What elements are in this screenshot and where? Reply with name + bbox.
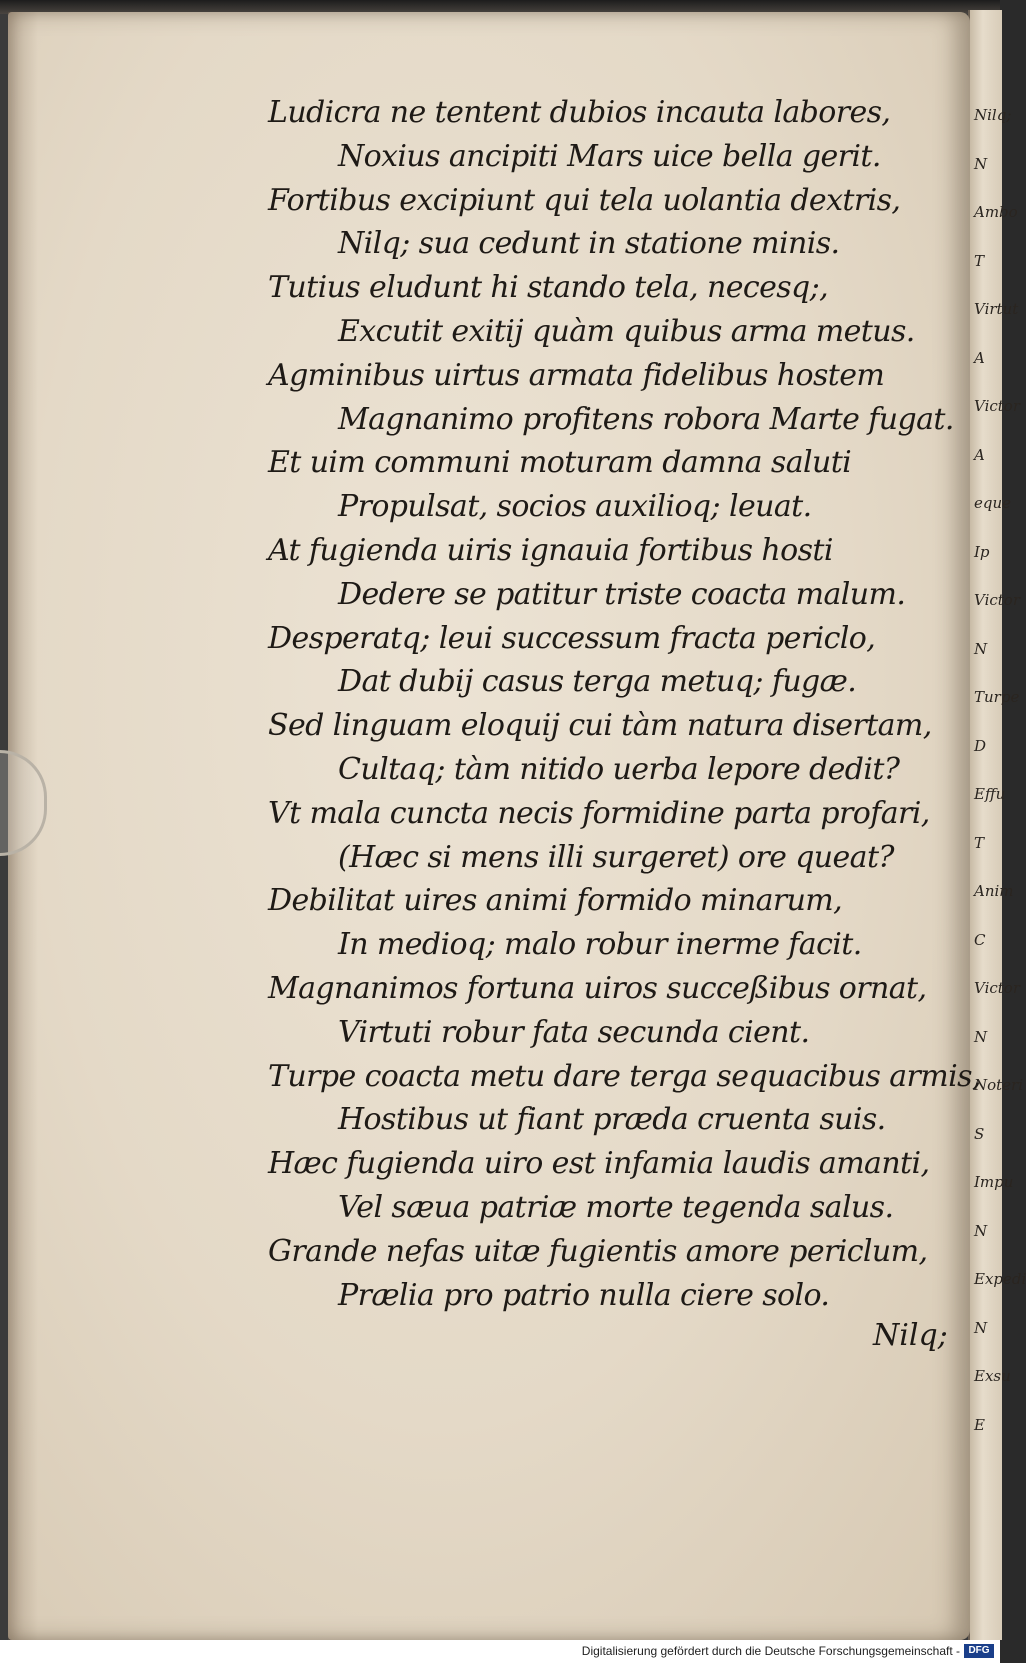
verse-line-pentameter: Cultaq; tàm nitido uerba lepore dedit? bbox=[338, 752, 900, 787]
facing-page-fragment: Anim bbox=[974, 882, 1014, 900]
facing-page-fragment: Noteri bbox=[974, 1076, 1024, 1094]
verse-line-pentameter: Vel sæua patriæ morte tegenda salus. bbox=[338, 1190, 894, 1225]
verse-line-hexameter: Ludicra ne tentent dubios incauta labores, bbox=[268, 95, 891, 130]
facing-page-fragment: N bbox=[974, 1222, 988, 1240]
facing-page-fragment: A bbox=[974, 349, 985, 367]
footer-bar bbox=[0, 1640, 1000, 1663]
facing-page-fragment: Victor bbox=[974, 979, 1020, 997]
verse-line-hexameter: Desperatq; leui successum fracta periclo, bbox=[268, 621, 876, 656]
facing-page-fragment: N bbox=[974, 1319, 988, 1337]
facing-page-fragment: Nilq; bbox=[974, 106, 1012, 124]
verse-line-hexameter: Magnanimos fortuna uiros succeßibus ornat, bbox=[268, 971, 927, 1006]
verse-line-pentameter: Noxius ancipiti Mars uice bella gerit. bbox=[338, 139, 881, 174]
facing-page-fragment: D bbox=[974, 737, 987, 755]
verse-line-pentameter: Virtuti robur fata secunda cient. bbox=[338, 1015, 810, 1050]
verse-line-pentameter: Propulsat, socios auxilioq; leuat. bbox=[338, 489, 812, 524]
facing-page-fragment: Expedi bbox=[974, 1270, 1026, 1288]
verse-line-pentameter: Nilq; sua cedunt in statione minis. bbox=[338, 226, 840, 261]
facing-page-fragment: T bbox=[974, 252, 985, 270]
verse-line-hexameter: Vt mala cuncta necis formidine parta profari, bbox=[268, 796, 930, 831]
verse-line-hexameter: Grande nefas uitæ fugientis amore periclum, bbox=[268, 1234, 928, 1269]
facing-page-fragment: Victor bbox=[974, 397, 1020, 415]
facing-page-fragment: Exsu bbox=[974, 1367, 1011, 1385]
verse-line-hexameter: Hæc fugienda uiro est infamia laudis amanti, bbox=[268, 1146, 930, 1181]
facing-page-fragment: C bbox=[974, 931, 986, 949]
facing-page-fragment: T bbox=[974, 834, 985, 852]
catchword: Nilq; bbox=[873, 1318, 948, 1353]
verse-line-hexameter: Tutius eludunt hi stando tela, necesq;, bbox=[268, 270, 829, 305]
facing-page-fragment: Ip bbox=[974, 543, 990, 561]
verse-line-pentameter: In medioq; malo robur inerme facit. bbox=[338, 927, 862, 962]
verse-line-pentameter: Excutit exitij quàm quibus arma metus. bbox=[338, 314, 915, 349]
verse-line-hexameter: Agminibus uirtus armata fidelibus hostem bbox=[268, 358, 885, 393]
facing-page-fragment: Ambo bbox=[974, 203, 1018, 221]
dfg-logo: DFG bbox=[964, 1644, 994, 1658]
facing-page-fragment: Impu bbox=[974, 1173, 1014, 1191]
funding-credit: Digitalisierung gefördert durch die Deutsche Forschungsgemeinschaft - bbox=[581, 1644, 960, 1658]
facing-page-fragment: N bbox=[974, 640, 988, 658]
facing-page-fragment: Virtut bbox=[974, 300, 1019, 318]
facing-page-fragment: S bbox=[974, 1125, 985, 1143]
verse-line-hexameter: Turpe coacta metu dare terga sequacibus armis, bbox=[268, 1059, 981, 1094]
verse-line-hexameter: Debilitat uires animi formido minarum, bbox=[268, 883, 843, 918]
verse-line-pentameter: Dedere se patitur triste coacta malum. bbox=[338, 577, 906, 612]
verse-line-pentameter: (Hæc si mens illi surgeret) ore queat? bbox=[338, 840, 894, 875]
facing-page-fragment: N bbox=[974, 1028, 988, 1046]
verse-line-hexameter: Sed linguam eloquij cui tàm natura disertam, bbox=[268, 708, 932, 743]
facing-page-fragment: Effu bbox=[974, 785, 1006, 803]
verse-line-pentameter: Hostibus ut fiant præda cruenta suis. bbox=[338, 1102, 886, 1137]
verse-line-pentameter: Dat dubij casus terga metuq; fugæ. bbox=[338, 664, 857, 699]
verse-line-pentameter: Magnanimo profitens robora Marte fugat. bbox=[338, 402, 954, 437]
facing-page-fragment: E bbox=[974, 1416, 985, 1434]
facing-page-fragment: N bbox=[974, 155, 988, 173]
facing-page-edge bbox=[968, 10, 1026, 1640]
facing-page-fragment: eque bbox=[974, 494, 1012, 512]
facing-page-fragment: Victor bbox=[974, 591, 1020, 609]
verse-line-hexameter: Et uim communi moturam damna saluti bbox=[268, 445, 852, 480]
verse-line-hexameter: Fortibus excipiunt qui tela uolantia dextris, bbox=[268, 183, 901, 218]
verse-line-pentameter: Prælia pro patrio nulla ciere solo. bbox=[338, 1278, 830, 1313]
facing-page-fragment: A bbox=[974, 446, 985, 464]
verse-line-hexameter: At fugienda uiris ignauia fortibus hosti bbox=[268, 533, 833, 568]
facing-page-fragment: Turpe bbox=[974, 688, 1020, 706]
